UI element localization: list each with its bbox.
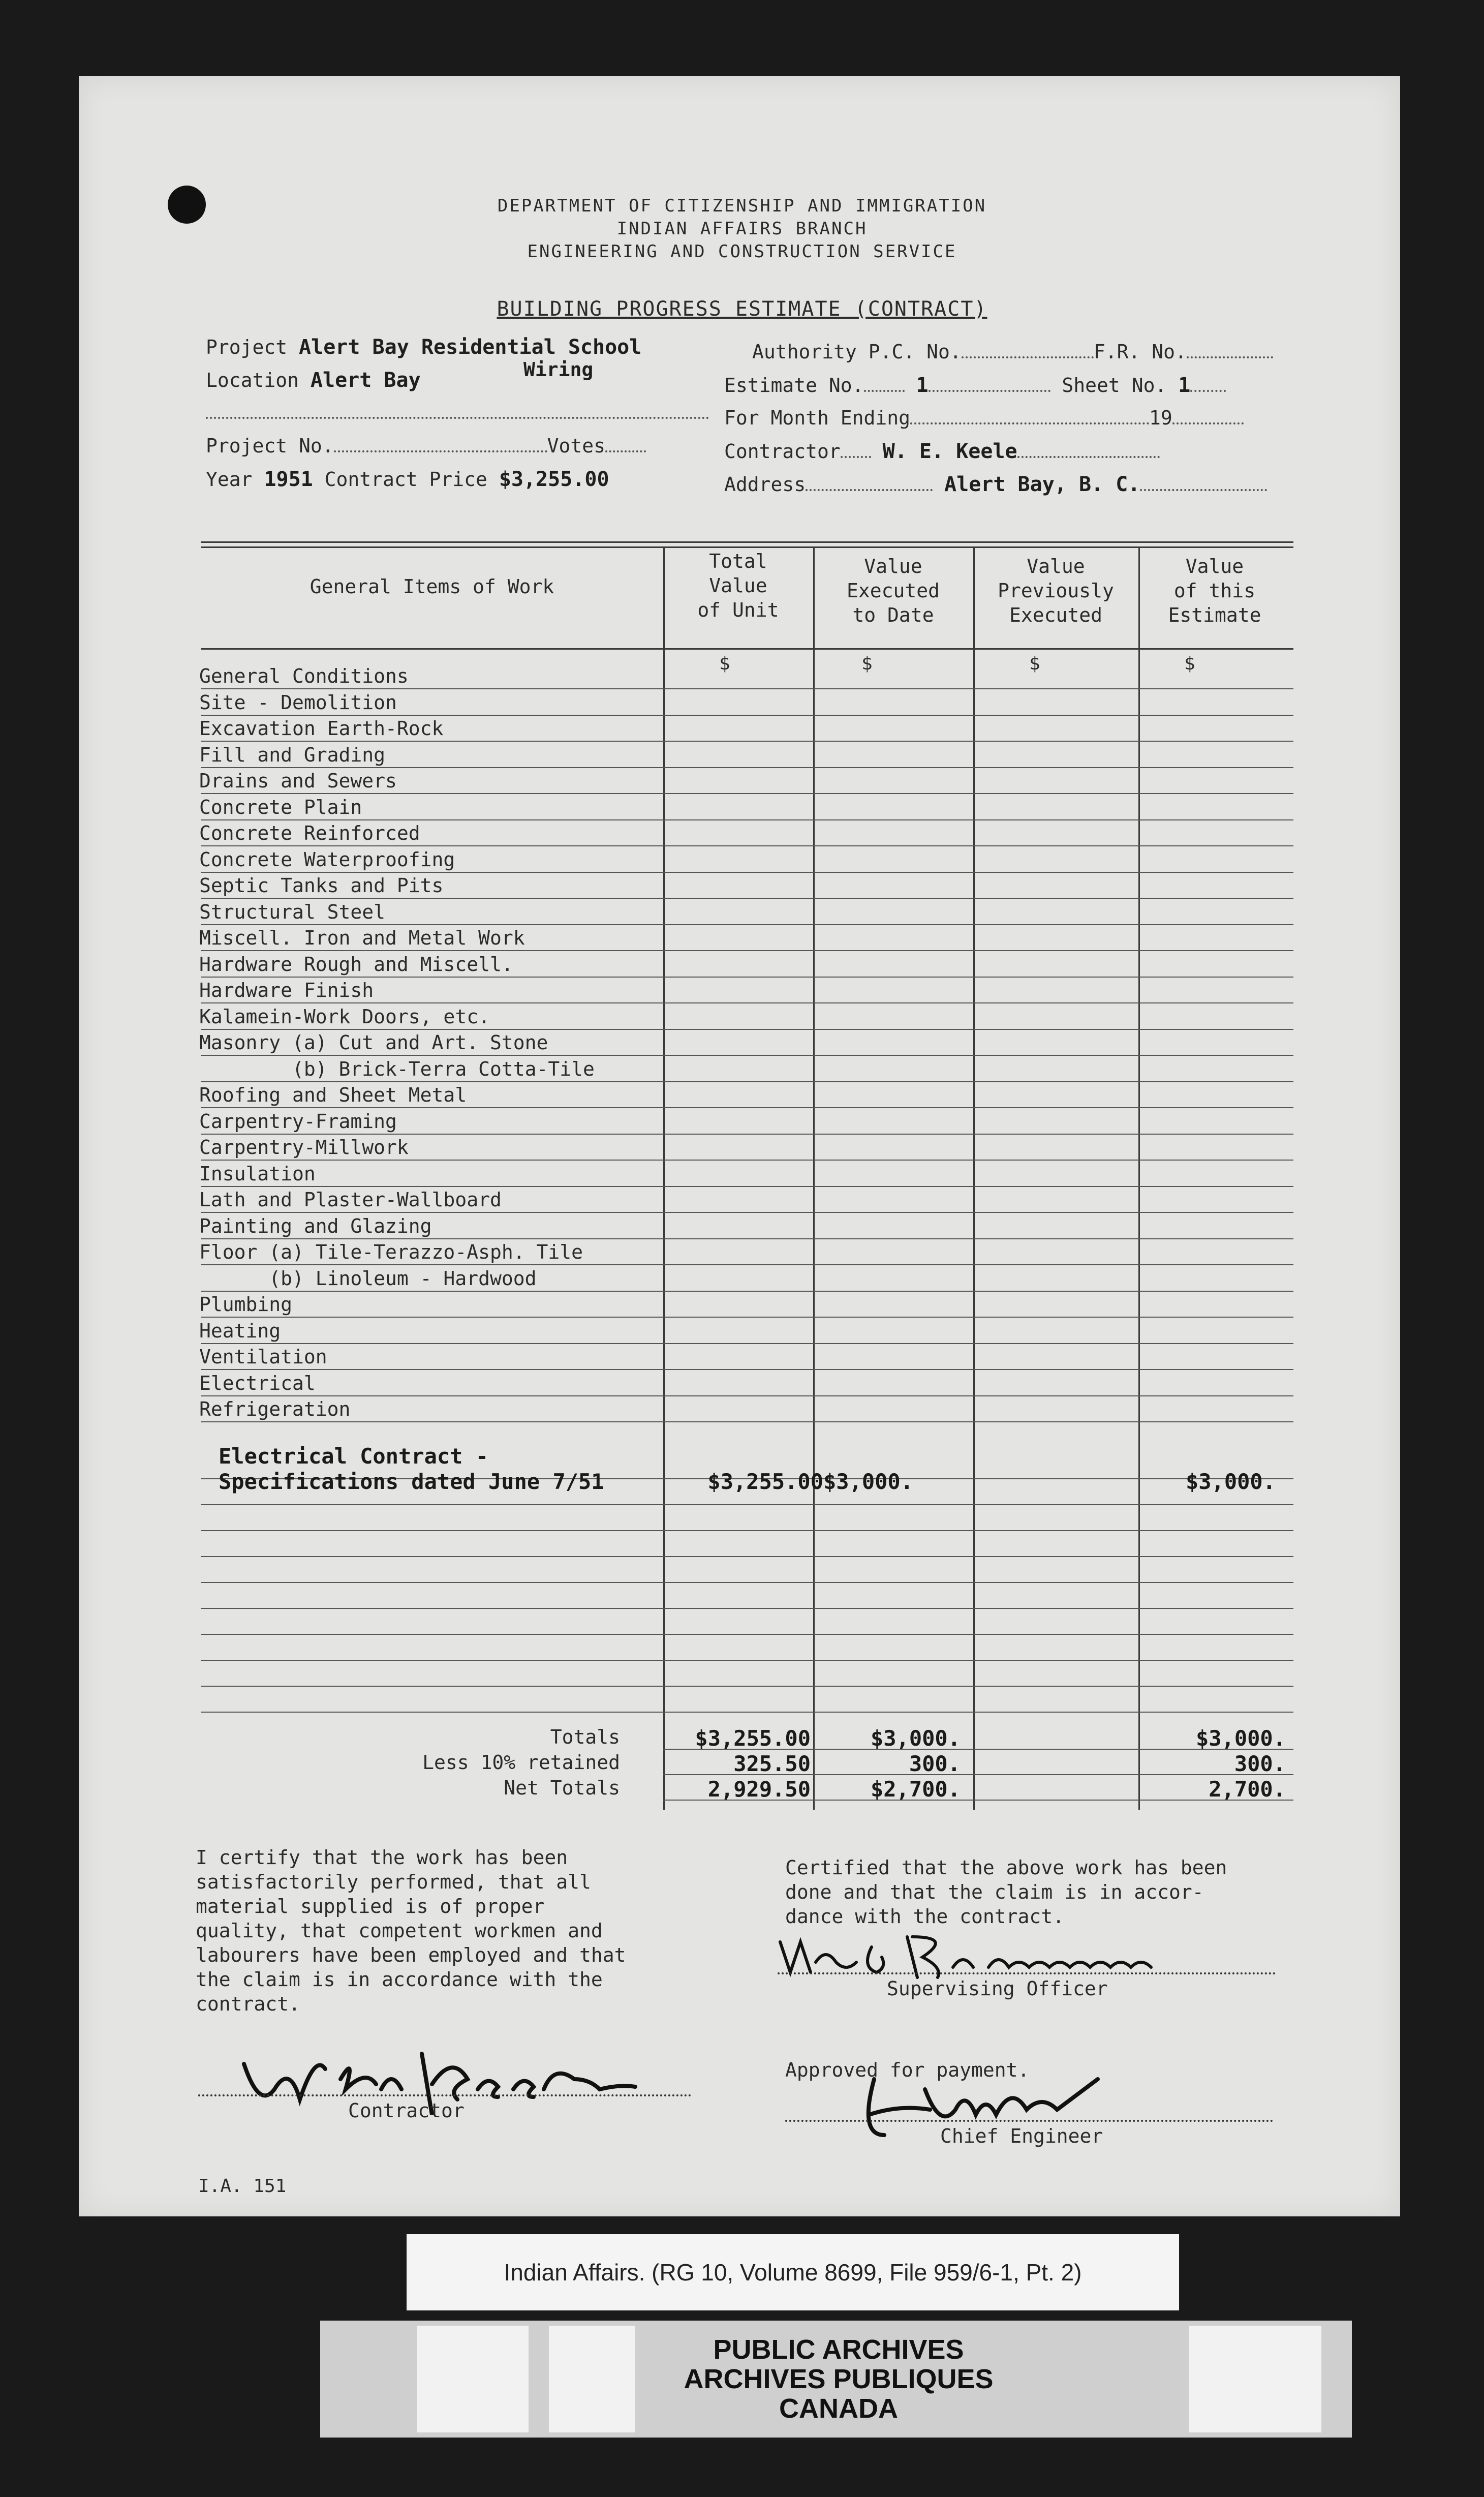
work-item-row: Electrical — [199, 1372, 316, 1394]
work-item-row: Excavation Earth-Rock — [199, 717, 444, 740]
tape-piece — [549, 2326, 635, 2432]
row-rule — [201, 1634, 1293, 1635]
address-value: Alert Bay, B. C. — [944, 473, 1140, 496]
row-rule — [201, 1291, 1293, 1292]
col-header-this: Value of this Estimate — [1168, 555, 1261, 626]
work-item-row: Drains and Sewers — [199, 770, 397, 792]
work-item-row: Refrigeration — [199, 1398, 351, 1420]
estimate-field: Estimate No. 1 Sheet No. 1 — [724, 374, 1226, 397]
col-divider-4 — [1138, 546, 1140, 1810]
work-item-row: Septic Tanks and Pits — [199, 874, 444, 897]
row-rule — [201, 1160, 1293, 1161]
col-divider-2 — [813, 546, 815, 1810]
month-field: For Month Ending 19 — [724, 407, 1244, 429]
dollar-sign: $ — [1184, 653, 1195, 674]
service-heading: ENGINEERING AND CONSTRUCTION SERVICE — [527, 241, 957, 262]
row-rule — [201, 1369, 1293, 1370]
year-value: 1951 — [264, 468, 313, 491]
row-rule — [201, 1686, 1293, 1687]
header-bottom-rule — [201, 648, 1293, 650]
work-item-row: Painting and Glazing — [199, 1214, 432, 1237]
contractor-signature-line — [198, 2094, 691, 2096]
contract-executed-value: $3,000. — [823, 1469, 914, 1494]
totals-executed-value: $3,000. — [870, 1726, 961, 1751]
row-rule — [201, 741, 1293, 742]
chief-engineer-label: Chief Engineer — [940, 2125, 1103, 2147]
archive-reference-text: Indian Affairs. (RG 10, Volume 8699, File 959/6-1, Pt. 2) — [504, 2259, 1082, 2286]
row-rule — [201, 793, 1293, 794]
row-rule — [201, 1608, 1293, 1609]
project-sub-value: Wiring — [523, 358, 594, 381]
less-executed-value: 300. — [909, 1751, 961, 1776]
supervisor-label: Supervising Officer — [887, 1977, 1108, 2000]
work-item-row: Carpentry-Millwork — [199, 1136, 409, 1159]
row-rule — [201, 1395, 1293, 1396]
work-item-row: Concrete Reinforced — [199, 822, 420, 844]
row-rule — [201, 1317, 1293, 1318]
row-rule — [201, 950, 1293, 951]
archive-line-2: ARCHIVES PUBLIQUES — [684, 2364, 994, 2394]
location-value: Alert Bay — [310, 369, 421, 392]
less-total-value: 325.50 — [733, 1751, 811, 1776]
supervisor-signature-line — [778, 1972, 1276, 1974]
authority-field: Authority P.C. No. F.R. No. — [752, 341, 1273, 363]
sheet-value: 1 — [1178, 374, 1191, 397]
work-item-row: (b) Linoleum - Hardwood — [199, 1267, 537, 1290]
archive-reference-label — [407, 2234, 1179, 2310]
table-top-rule — [201, 541, 1293, 543]
work-item-row: Masonry (a) Cut and Art. Stone — [199, 1031, 548, 1054]
contract-description-line2: Specifications dated June 7/51 — [219, 1469, 604, 1494]
work-item-row: Concrete Plain — [199, 796, 362, 818]
work-item-row: Hardware Finish — [199, 979, 374, 1001]
row-rule — [201, 1002, 1293, 1003]
row-rule — [201, 1504, 1293, 1505]
archive-line-1: PUBLIC ARCHIVES — [713, 2334, 964, 2365]
form-number: I.A. 151 — [198, 2176, 287, 2197]
dollar-sign: $ — [719, 653, 730, 674]
project-field: Project Alert Bay Residential School — [206, 336, 642, 359]
less-this-value: 300. — [1234, 1751, 1286, 1776]
contractor-signature — [239, 2033, 706, 2115]
row-rule — [201, 1264, 1293, 1265]
row-rule — [201, 688, 1293, 689]
contractor-certification: I certify that the work has been satisfactorily performed, that all material supplied is of proper quality, that competent workmen and labourers have been employed and that the claim is in accordance with the contract. — [196, 1846, 626, 2015]
row-rule — [201, 1212, 1293, 1213]
work-item-row: (b) Brick-Terra Cotta-Tile — [199, 1057, 595, 1080]
contract-this-value: $3,000. — [1185, 1469, 1276, 1494]
col-header-items: General Items of Work — [310, 575, 554, 598]
work-item-row: Fill and Grading — [199, 743, 386, 766]
year-field: Year 1951 Contract Price $3,255.00 — [206, 468, 609, 491]
row-rule — [201, 1712, 1293, 1713]
tape-piece — [417, 2326, 529, 2432]
row-rule — [201, 1556, 1293, 1557]
row-rule — [201, 819, 1293, 820]
project-no-field: Project No. Votes — [206, 435, 646, 457]
row-rule — [201, 1421, 1293, 1422]
net-totals-label: Net Totals — [504, 1777, 620, 1799]
chief-engineer-signature-line — [785, 2120, 1273, 2122]
row-rule — [201, 1582, 1293, 1583]
work-item-row: Concrete Waterproofing — [199, 848, 455, 871]
row-rule — [201, 767, 1293, 768]
work-item-row: Structural Steel — [199, 900, 386, 923]
tape-piece — [1189, 2326, 1321, 2432]
row-rule — [201, 1107, 1293, 1108]
project-value: Alert Bay Residential School — [299, 336, 642, 359]
net-total-value: 2,929.50 — [707, 1777, 811, 1802]
totals-label: Totals — [550, 1726, 620, 1748]
row-rule — [201, 1343, 1293, 1344]
row-rule — [201, 1081, 1293, 1082]
totals-total-value: $3,255.00 — [695, 1726, 811, 1751]
work-item-row: Roofing and Sheet Metal — [199, 1084, 467, 1106]
work-item-row: Hardware Rough and Miscell. — [199, 953, 513, 976]
work-item-row: Plumbing — [199, 1293, 293, 1316]
work-item-row: Lath and Plaster-Wallboard — [199, 1189, 502, 1211]
row-rule — [201, 872, 1293, 873]
contractor-label: Contractor — [348, 2099, 465, 2122]
net-executed-value: $2,700. — [870, 1777, 961, 1802]
work-item-row: Kalamein-Work Doors, etc. — [199, 1005, 490, 1028]
address-field: Address Alert Bay, B. C. — [724, 473, 1267, 496]
contractor-field: Contractor W. E. Keele — [724, 440, 1160, 463]
net-this-value: 2,700. — [1209, 1777, 1286, 1802]
row-rule — [201, 1530, 1293, 1531]
col-header-executed: Value Executed to Date — [846, 555, 940, 626]
work-item-row: Miscell. Iron and Metal Work — [199, 927, 525, 949]
supervisor-certification: Certified that the above work has been done and that the claim is in accor- dance with the contract. — [785, 1856, 1227, 1928]
less-retained-label: Less 10% retained — [422, 1751, 620, 1774]
work-item-row: Insulation — [199, 1162, 316, 1185]
col-header-previous: Value Previously Executed — [998, 555, 1114, 626]
work-item-row: Ventilation — [199, 1346, 327, 1368]
col-divider-3 — [973, 546, 975, 1810]
table-top-rule-2 — [201, 546, 1293, 548]
public-archives-stamp — [661, 2323, 1016, 2435]
estimate-value: 1 — [916, 374, 929, 397]
archive-line-3: CANADA — [779, 2393, 898, 2424]
work-item-row: Site - Demolition — [199, 691, 397, 714]
dollar-sign: $ — [861, 653, 873, 674]
work-item-row: Carpentry-Framing — [199, 1110, 397, 1133]
row-rule — [201, 715, 1293, 716]
department-heading: DEPARTMENT OF CITIZENSHIP AND IMMIGRATION — [497, 196, 987, 216]
contractor-value: W. E. Keele — [882, 440, 1017, 463]
row-rule — [201, 1134, 1293, 1135]
row-rule — [201, 1238, 1293, 1239]
location-field: Location Alert Bay — [206, 369, 421, 392]
approved-text: Approved for payment. — [785, 2059, 1030, 2081]
contract-description-line1: Electrical Contract - — [219, 1444, 489, 1469]
col-header-total: Total Value of Unit — [697, 550, 779, 621]
blank-line — [206, 402, 709, 419]
row-rule — [201, 977, 1293, 978]
totals-this-value: $3,000. — [1195, 1726, 1286, 1751]
col-divider-1 — [663, 546, 665, 1810]
row-rule — [201, 924, 1293, 925]
row-rule — [201, 1029, 1293, 1030]
dollar-sign: $ — [1029, 653, 1040, 674]
contract-price-value: $3,255.00 — [499, 468, 609, 491]
row-rule — [201, 1660, 1293, 1661]
contract-total-value: $3,255.00 — [707, 1469, 823, 1494]
work-item-row: Heating — [199, 1319, 281, 1342]
row-rule — [201, 1055, 1293, 1056]
work-item-row: Floor (a) Tile-Terazzo-Asph. Tile — [199, 1241, 583, 1263]
branch-heading: INDIAN AFFAIRS BRANCH — [616, 219, 868, 239]
work-item-row: General Conditions — [199, 665, 409, 687]
form-title: BUILDING PROGRESS ESTIMATE (CONTRACT) — [497, 297, 987, 321]
row-rule — [201, 1186, 1293, 1187]
row-rule — [201, 898, 1293, 899]
row-rule — [201, 845, 1293, 846]
